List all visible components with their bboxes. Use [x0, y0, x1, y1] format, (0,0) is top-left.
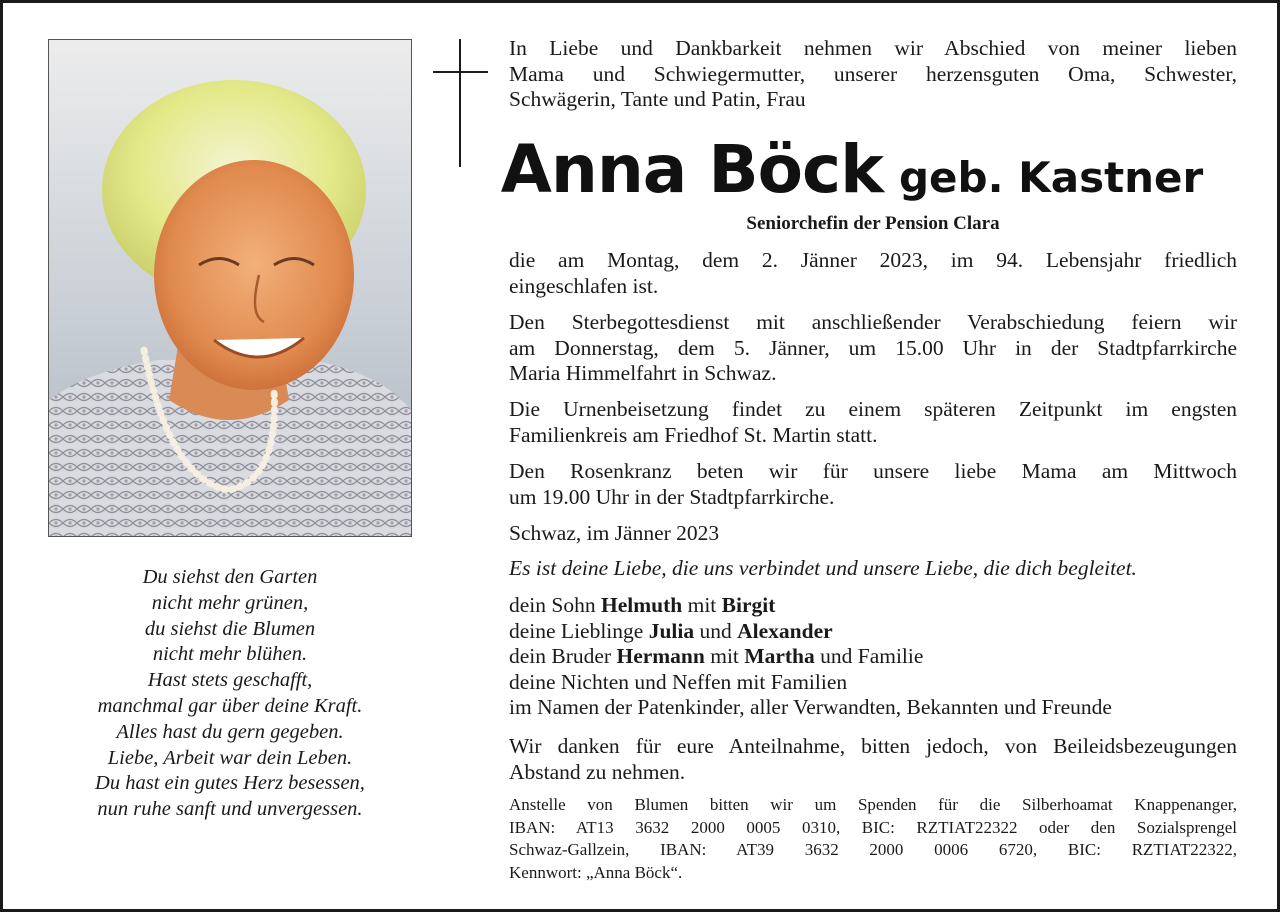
- poem-line: nicht mehr blühen.: [152, 643, 308, 666]
- text-line: Kennwort: „Anna Böck“.: [509, 862, 683, 882]
- poem-line: manchmal gar über deine Kraft.: [97, 694, 363, 717]
- text-line: Schwaz-Gallzein, IBAN: AT39 3632 2000 0006 6720, BIC: RZTIAT22322,: [509, 840, 1237, 859]
- brother-name: Hermann: [616, 644, 705, 669]
- text-line: eingeschlafen ist.: [509, 273, 659, 298]
- poem-line: Hast stets geschafft,: [147, 669, 313, 692]
- text-line: Den Rosenkranz beten wir für unsere liebe Mama am Mittwoch: [509, 459, 1237, 483]
- deceased-birth-name: geb. Kastner: [898, 153, 1204, 202]
- intro-line: In Liebe und Dankbarkeit nehmen wir Abschied von meiner lieben: [509, 36, 1237, 60]
- family-line-others: im Namen der Patenkinder, aller Verwandten, Bekannten und Freunde: [509, 695, 1112, 720]
- poem-line: du siehst die Blumen: [144, 617, 316, 640]
- text-line: Den Sterbegottesdienst mit anschließender Verabschiedung feiern wir: [509, 310, 1237, 334]
- deceased-title: Seniorchefin der Pension Clara: [746, 213, 1000, 234]
- donation-paragraph: [509, 794, 1237, 884]
- poem: [48, 565, 412, 823]
- poem-line: Du siehst den Garten: [142, 566, 318, 588]
- text-line: am Donnerstag, dem 5. Jänner, um 15.00 Uhr in der Stadtpfarrkirche: [509, 335, 1237, 360]
- rosary-paragraph: [509, 459, 1237, 510]
- deceased-name: [433, 131, 1271, 208]
- grandchild-name: Alexander: [737, 618, 833, 643]
- family-line-nieces: deine Nichten und Neffen mit Familien: [509, 669, 848, 694]
- text-line: IBAN: AT13 3632 2000 0005 0310, BIC: RZTIAT22322 oder den Sozialsprengel: [509, 817, 1237, 837]
- grandchild-name: Julia: [648, 618, 695, 643]
- poem-line: Liebe, Arbeit war dein Leben.: [107, 746, 353, 769]
- poem-line: nun ruhe sanft und unvergessen.: [97, 798, 363, 821]
- son-name: Helmuth: [600, 593, 683, 617]
- place-date: Schwaz, im Jänner 2023: [509, 521, 720, 545]
- intro-text: [509, 36, 1237, 113]
- text-line: Anstelle von Blumen bitten wir um Spenden für die Silberhoamat Knappenanger,: [509, 795, 1237, 814]
- memorial-quote: Es ist deine Liebe, die uns verbindet und unsere Liebe, die dich begleitet.: [509, 556, 1137, 580]
- poem-line: nicht mehr grünen,: [151, 591, 309, 614]
- intro-line: Schwägerin, Tante und Patin, Frau: [509, 87, 806, 111]
- text-line: Abstand zu nehmen.: [509, 759, 686, 784]
- daughter-in-law-name: Birgit: [721, 593, 776, 617]
- deceased-name-main: Anna Böck: [500, 131, 883, 208]
- urn-paragraph: [509, 397, 1237, 448]
- poem-line: Du hast ein gutes Herz besessen,: [95, 772, 365, 795]
- family-line-son: dein Sohn Helmuth mit Birgit: [509, 593, 776, 617]
- text-line: Wir danken für eure Anteilnahme, bitten jedoch, von Beileidsbezeugungen: [509, 734, 1237, 758]
- service-paragraph: [509, 310, 1237, 387]
- text-line: Maria Himmelfahrt in Schwaz.: [509, 361, 777, 385]
- poem-line: Alles hast du gern gegeben.: [116, 720, 344, 743]
- family-line-brother: dein Bruder Hermann mit Martha und Familie: [509, 644, 924, 669]
- family-list: [509, 593, 1237, 721]
- text-line: die am Montag, dem 2. Jänner 2023, im 94. Lebensjahr friedlich: [509, 248, 1237, 272]
- sister-in-law-name: Martha: [744, 644, 815, 669]
- death-paragraph: [509, 248, 1237, 299]
- thanks-paragraph: [509, 734, 1237, 785]
- intro-line: Mama und Schwiegermutter, unserer herzensguten Oma, Schwester,: [509, 61, 1237, 86]
- portrait-photo: [48, 39, 412, 537]
- cross-icon-bar: [433, 71, 488, 73]
- text-line: Familienkreis am Friedhof St. Martin statt.: [509, 422, 878, 447]
- text-line: Die Urnenbeisetzung findet zu einem späteren Zeitpunkt im engsten: [509, 397, 1237, 421]
- text-line: um 19.00 Uhr in der Stadtpfarrkirche.: [509, 484, 835, 509]
- family-line-grandchildren: deine Lieblinge Julia und Alexander: [509, 618, 833, 643]
